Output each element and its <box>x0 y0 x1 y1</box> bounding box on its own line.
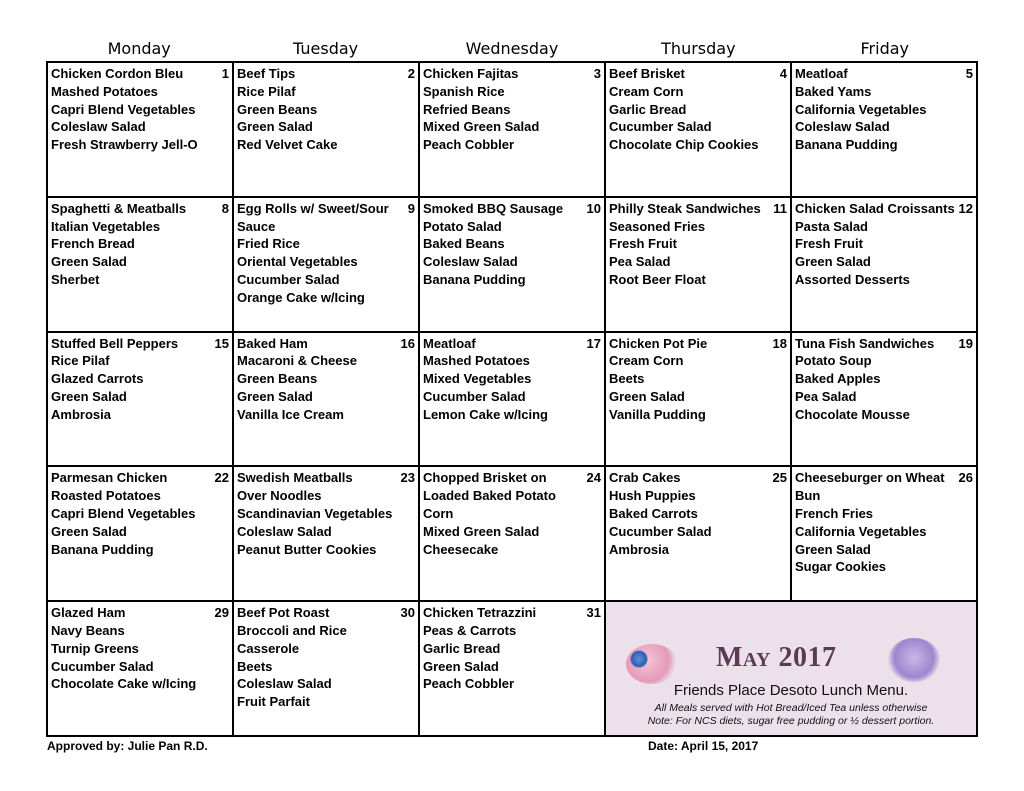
menu-item: Baked Apples <box>795 371 881 387</box>
menu-item: Cream Corn <box>609 353 684 369</box>
menu-calendar-grid <box>46 61 978 737</box>
menu-item: French Fries <box>795 505 874 521</box>
day-number: 9 <box>407 200 415 216</box>
menu-item: Garlic Bread <box>609 101 687 117</box>
day-number: 12 <box>958 200 973 216</box>
day-number: 30 <box>400 605 415 621</box>
menu-item: Scandinavian Vegetables <box>237 505 393 521</box>
menu-item: Banana Pudding <box>51 541 154 557</box>
day-cell <box>48 602 234 737</box>
menu-item: Crab Cakes <box>609 470 681 486</box>
menu-item: Lemon Cake w/Icing <box>423 406 548 422</box>
menu-item: Sherbet <box>51 271 100 287</box>
day-number: 5 <box>965 66 973 81</box>
menu-item: Oriental Vegetables <box>237 254 358 270</box>
menu-item: Casserole <box>237 640 300 656</box>
menu-item: Chicken Pot Pie <box>609 335 708 351</box>
menu-item: Mixed Vegetables <box>423 371 532 387</box>
day-number: 15 <box>214 335 229 351</box>
menu-item: Capri Blend Vegetables <box>51 101 196 117</box>
menu-item: Loaded Baked Potato <box>423 488 556 504</box>
menu-item: Pasta Salad <box>795 218 868 234</box>
menu-item: Green Salad <box>237 119 313 135</box>
day-number: 24 <box>586 470 601 486</box>
day-cell <box>792 63 978 198</box>
menu-item: Sauce <box>237 218 276 234</box>
menu-date: Date: April 15, 2017 <box>648 739 759 753</box>
day-cell <box>606 63 792 198</box>
menu-item: Rice Pilaf <box>237 83 296 99</box>
menu-item: Coleslaw Salad <box>237 676 332 692</box>
menu-item: Chocolate Mousse <box>795 406 910 422</box>
day-number: 22 <box>214 470 229 486</box>
menu-item: Green Salad <box>423 658 499 674</box>
day-cell <box>48 467 234 602</box>
day-number: 29 <box>214 605 229 621</box>
day-cell <box>420 198 606 333</box>
menu-item: Parmesan Chicken <box>51 470 168 486</box>
day-cell <box>420 467 606 602</box>
menu-item: Green Salad <box>795 541 871 557</box>
menu-item: Chicken Fajitas <box>423 66 519 81</box>
day-number: 10 <box>586 200 601 216</box>
day-number: 16 <box>400 335 415 351</box>
menu-item: Corn <box>423 505 454 521</box>
day-number: 8 <box>221 200 229 216</box>
day-cell <box>606 467 792 602</box>
day-cell <box>48 198 234 333</box>
menu-item: Coleslaw Salad <box>423 254 518 270</box>
menu-item: Green Salad <box>237 388 313 404</box>
menu-item: Beef Pot Roast <box>237 605 330 621</box>
menu-item: Green Salad <box>51 254 127 270</box>
day-cell <box>48 333 234 468</box>
day-header-thursday: Thursday <box>661 39 736 58</box>
menu-item: Green Salad <box>795 254 871 270</box>
day-header-monday: Monday <box>107 39 171 58</box>
menu-item: Chopped Brisket on <box>423 470 547 486</box>
day-number: 4 <box>779 66 787 81</box>
month-banner <box>606 602 978 737</box>
menu-item: Mixed Green Salad <box>423 119 540 135</box>
menu-item: Mashed Potatoes <box>423 353 530 369</box>
day-number: 25 <box>772 470 787 486</box>
day-cell <box>792 333 978 468</box>
menu-item: Chicken Salad Croissants <box>795 200 955 216</box>
day-cell <box>420 63 606 198</box>
menu-item: Peanut Butter Cookies <box>237 541 377 557</box>
day-header-friday: Friday <box>860 39 909 58</box>
day-cell <box>420 602 606 737</box>
menu-item: California Vegetables <box>795 523 927 539</box>
day-number: 23 <box>400 470 415 486</box>
menu-item: Potato Salad <box>423 218 502 234</box>
day-header-row <box>46 38 978 60</box>
menu-item: California Vegetables <box>795 101 927 117</box>
hydrangea-right-icon <box>888 638 940 682</box>
menu-item: Hush Puppies <box>609 488 696 504</box>
menu-item: Baked Ham <box>237 335 308 351</box>
day-number: 1 <box>221 66 229 81</box>
day-cell <box>606 198 792 333</box>
menu-item: Meatloaf <box>795 66 848 81</box>
banner-title: May 2017 <box>716 642 837 674</box>
day-number: 11 <box>773 200 787 216</box>
menu-item: Cucumber Salad <box>609 523 712 539</box>
menu-item: Green Salad <box>51 388 127 404</box>
day-cell <box>234 333 420 468</box>
menu-item: Capri Blend Vegetables <box>51 505 196 521</box>
menu-item: Fresh Fruit <box>609 236 677 252</box>
menu-item: Ambrosia <box>609 541 669 557</box>
menu-item: Vanilla Ice Cream <box>237 406 344 422</box>
day-cell <box>234 63 420 198</box>
menu-item: Beets <box>237 658 273 674</box>
menu-item: Root Beer Float <box>609 271 706 287</box>
menu-item: Egg Rolls w/ Sweet/Sour <box>237 200 389 216</box>
menu-item: Stuffed Bell Peppers <box>51 335 179 351</box>
menu-item: Turnip Greens <box>51 640 139 656</box>
menu-item: Chocolate Chip Cookies <box>609 137 759 153</box>
menu-item: Fresh Strawberry Jell-O <box>51 137 198 153</box>
menu-item: Sugar Cookies <box>795 559 887 575</box>
menu-item: Cucumber Salad <box>609 119 712 135</box>
menu-item: Cheesecake <box>423 541 499 557</box>
menu-item: Broccoli and Rice <box>237 622 347 638</box>
menu-item: Peach Cobbler <box>423 676 515 692</box>
menu-item: Roasted Potatoes <box>51 488 161 504</box>
menu-item: Ambrosia <box>51 406 111 422</box>
day-number: 2 <box>407 66 415 81</box>
menu-item: Beef Brisket <box>609 66 685 81</box>
menu-item: Pea Salad <box>609 254 671 270</box>
menu-item: Banana Pudding <box>795 137 898 153</box>
menu-item: Meatloaf <box>423 335 476 351</box>
menu-item: Spanish Rice <box>423 83 505 99</box>
menu-item: Cucumber Salad <box>423 388 526 404</box>
menu-item: Swedish Meatballs <box>237 470 353 486</box>
menu-item: Bun <box>795 488 821 504</box>
menu-item: Fruit Parfait <box>237 694 310 710</box>
menu-item: Pea Salad <box>795 388 857 404</box>
day-cell <box>234 602 420 737</box>
day-header-wednesday: Wednesday <box>465 39 559 58</box>
menu-item: Chocolate Cake w/Icing <box>51 676 197 692</box>
day-cell <box>792 467 978 602</box>
menu-item: Rice Pilaf <box>51 353 110 369</box>
menu-item: Banana Pudding <box>423 271 526 287</box>
menu-item: Glazed Ham <box>51 605 126 621</box>
menu-item: Baked Yams <box>795 83 872 99</box>
menu-item: Baked Carrots <box>609 505 698 521</box>
menu-item: Cucumber Salad <box>51 658 154 674</box>
menu-item: Coleslaw Salad <box>51 119 146 135</box>
day-cell <box>234 467 420 602</box>
approved-by: Approved by: Julie Pan R.D. <box>47 739 208 753</box>
menu-item: Cream Corn <box>609 83 684 99</box>
day-number: 3 <box>593 66 601 81</box>
menu-item: Italian Vegetables <box>51 218 161 234</box>
day-number: 31 <box>586 605 601 621</box>
menu-item: Baked Beans <box>423 236 505 252</box>
menu-item: Vanilla Pudding <box>609 406 706 422</box>
day-cell <box>420 333 606 468</box>
menu-item: Garlic Bread <box>423 640 501 656</box>
menu-item: Philly Steak Sandwiches <box>609 200 761 216</box>
menu-item: Tuna Fish Sandwiches <box>795 335 935 351</box>
menu-item: Cheeseburger on Wheat <box>795 470 945 486</box>
menu-item: Coleslaw Salad <box>237 523 332 539</box>
menu-item: Green Salad <box>51 523 127 539</box>
menu-item: Chicken Cordon Bleu <box>51 66 184 81</box>
day-header-tuesday: Tuesday <box>293 39 359 58</box>
day-cell <box>48 63 234 198</box>
banner-note-2: Note: For NCS diets, sugar free pudding or ½ dessert portion. <box>647 715 935 728</box>
menu-item: Smoked BBQ Sausage <box>423 200 564 216</box>
day-cell <box>792 198 978 333</box>
menu-item: Peas & Carrots <box>423 622 517 638</box>
menu-item: Fried Rice <box>237 236 300 252</box>
menu-item: Glazed Carrots <box>51 371 144 387</box>
menu-item: Orange Cake w/Icing <box>237 289 365 305</box>
menu-item: French Bread <box>51 236 135 252</box>
menu-item: Coleslaw Salad <box>795 119 890 135</box>
menu-item: Assorted Desserts <box>795 271 910 287</box>
menu-item: Peach Cobbler <box>423 137 515 153</box>
day-number: 19 <box>958 335 973 351</box>
menu-item: Chicken Tetrazzini <box>423 605 537 621</box>
day-number: 18 <box>772 335 787 351</box>
day-cell <box>606 333 792 468</box>
menu-item: Green Salad <box>609 388 685 404</box>
menu-item: Potato Soup <box>795 353 872 369</box>
menu-item: Mixed Green Salad <box>423 523 540 539</box>
menu-item: Red Velvet Cake <box>237 137 338 153</box>
menu-item: Navy Beans <box>51 622 125 638</box>
menu-item: Fresh Fruit <box>795 236 863 252</box>
menu-item: Spaghetti & Meatballs <box>51 200 187 216</box>
menu-item: Cucumber Salad <box>237 271 340 287</box>
day-cell <box>234 198 420 333</box>
menu-item: Seasoned Fries <box>609 218 706 234</box>
menu-item: Green Beans <box>237 101 318 117</box>
menu-item: Mashed Potatoes <box>51 83 158 99</box>
menu-item: Green Beans <box>237 371 318 387</box>
banner-subtitle: Friends Place Desoto Lunch Menu. <box>673 682 909 700</box>
menu-item: Refried Beans <box>423 101 511 117</box>
menu-item: Beef Tips <box>237 66 296 81</box>
day-number: 17 <box>586 335 601 351</box>
day-number: 26 <box>958 470 973 486</box>
menu-item: Over Noodles <box>237 488 322 504</box>
banner-note-1: All Meals served with Hot Bread/Iced Tea unless otherwise <box>654 702 928 715</box>
menu-item: Beets <box>609 371 645 387</box>
menu-item: Macaroni & Cheese <box>237 353 357 369</box>
